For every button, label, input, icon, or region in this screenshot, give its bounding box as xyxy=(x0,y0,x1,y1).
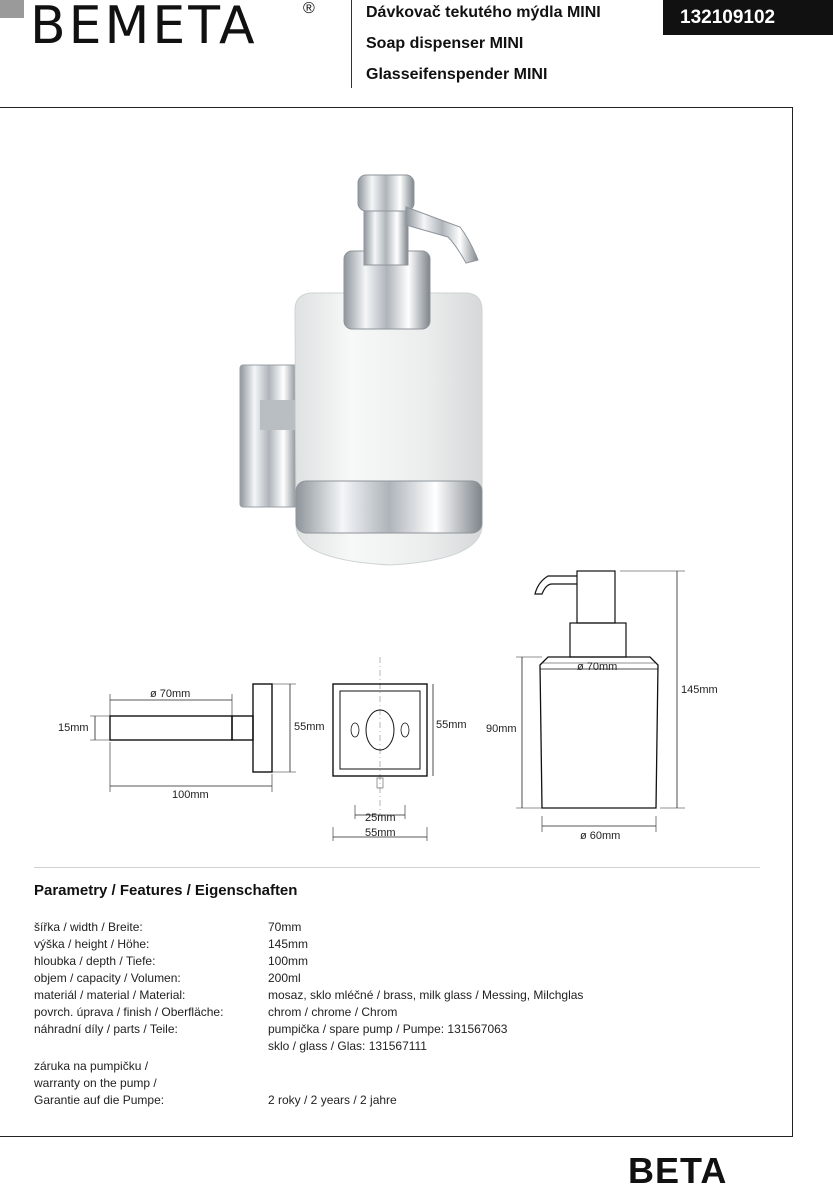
spec-label: hloubka / depth / Tiefe: xyxy=(34,954,156,968)
section-divider xyxy=(34,867,760,868)
front-view-drawing xyxy=(325,655,485,845)
dim-side-plate-height: 55mm xyxy=(294,721,325,733)
product-photo xyxy=(230,165,500,570)
warranty-value: 2 roky / 2 years / 2 jahre xyxy=(268,1093,397,1107)
warranty-label-cz: záruka na pumpičku / xyxy=(34,1059,149,1073)
dim-side-thickness: 15mm xyxy=(58,722,89,734)
spec-label: materiál / material / Material: xyxy=(34,988,186,1002)
dim-bottle-total-height: 145mm xyxy=(681,684,718,696)
spec-value: 100mm xyxy=(268,954,309,968)
warranty-label-de: Garantie auf die Pumpe: xyxy=(34,1093,165,1107)
dim-side-depth: 100mm xyxy=(172,789,209,801)
warranty-label-en: warranty on the pump / xyxy=(34,1076,157,1090)
features-heading: Parametry / Features / Eigenschaften xyxy=(34,882,298,899)
spec-value: chrom / chrome / Chrom xyxy=(268,1005,398,1019)
logo-mark xyxy=(0,0,24,18)
product-code: 132109102 xyxy=(663,0,833,35)
title-en: Soap dispenser MINI xyxy=(366,35,524,52)
spec-value: sklo / glass / Glas: 131567111 xyxy=(268,1039,427,1053)
spec-label: šířka / width / Breite: xyxy=(34,920,143,934)
dim-front-spacing: 25mm xyxy=(365,812,396,824)
title-de: Glasseifenspender MINI xyxy=(366,66,548,83)
side-view-drawing xyxy=(40,650,340,810)
spec-label: povrch. úprava / finish / Oberfläche: xyxy=(34,1005,224,1019)
dim-front-width: 55mm xyxy=(365,827,396,839)
spec-label: objem / capacity / Volumen: xyxy=(34,971,181,985)
registered-mark: ® xyxy=(303,0,315,17)
spec-value: 145mm xyxy=(268,937,309,951)
product-series: BETA xyxy=(628,1150,728,1191)
brand-logo: BEMETA xyxy=(30,0,258,56)
spec-label: výška / height / Höhe: xyxy=(34,937,150,951)
spec-value: 70mm xyxy=(268,920,302,934)
bottle-view-drawing xyxy=(480,560,740,850)
dim-bottle-base-diameter: ø 60mm xyxy=(580,830,621,842)
dim-bottle-glass-height: 90mm xyxy=(486,723,517,735)
dim-front-height: 55mm xyxy=(436,719,467,731)
title-cz: Dávkovač tekutého mýdla MINI xyxy=(366,4,601,21)
spec-value: mosaz, sklo mléčné / brass, milk glass / Messing, Milchglas xyxy=(268,988,584,1002)
dim-side-diameter: ø 70mm xyxy=(150,688,191,700)
header-divider xyxy=(351,0,352,88)
spec-value: pumpička / spare pump / Pumpe: 131567063 xyxy=(268,1022,508,1036)
spec-value: 200ml xyxy=(268,971,301,985)
spec-label: náhradní díly / parts / Teile: xyxy=(34,1022,178,1036)
dim-bottle-top-diameter: ø 70mm xyxy=(577,661,618,673)
